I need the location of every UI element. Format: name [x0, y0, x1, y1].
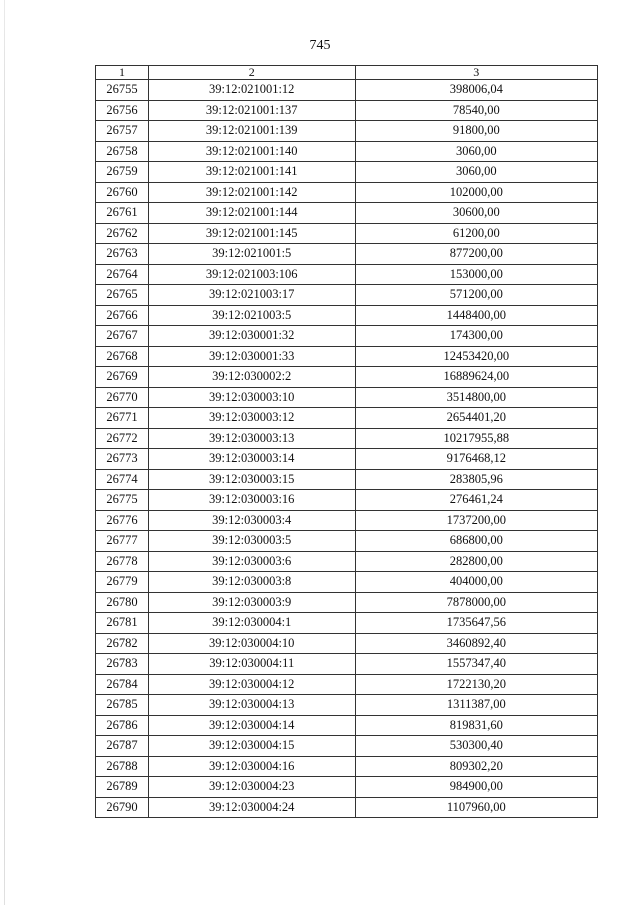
- value-cell: 877200,00: [355, 244, 597, 265]
- value-cell: 78540,00: [355, 100, 597, 121]
- cadastral-number-cell: 39:12:030004:15: [148, 736, 355, 757]
- table-row: [96, 510, 598, 531]
- cadastral-number-cell: 39:12:030004:14: [148, 715, 355, 736]
- row-number-cell: 26755: [96, 80, 149, 101]
- cadastral-number-cell: 39:12:021001:145: [148, 223, 355, 244]
- value-cell: 1735647,56: [355, 613, 597, 634]
- cadastral-number-cell: 39:12:021001:140: [148, 141, 355, 162]
- cadastral-number-cell: 39:12:030003:12: [148, 408, 355, 429]
- cadastral-number-cell: 39:12:021001:144: [148, 203, 355, 224]
- cadastral-number-cell: 39:12:021001:139: [148, 121, 355, 142]
- row-number-cell: 26790: [96, 797, 149, 818]
- value-cell: 1311387,00: [355, 695, 597, 716]
- table-row: [96, 121, 598, 142]
- row-number-cell: 26767: [96, 326, 149, 347]
- table-row: [96, 715, 598, 736]
- value-cell: 1448400,00: [355, 305, 597, 326]
- value-cell: 686800,00: [355, 531, 597, 552]
- header-col-3: 3: [355, 66, 597, 80]
- value-cell: 819831,60: [355, 715, 597, 736]
- table-row: [96, 346, 598, 367]
- value-cell: 1722130,20: [355, 674, 597, 695]
- table-row: [96, 777, 598, 798]
- value-cell: 7878000,00: [355, 592, 597, 613]
- value-cell: 283805,96: [355, 469, 597, 490]
- value-cell: 12453420,00: [355, 346, 597, 367]
- row-number-cell: 26777: [96, 531, 149, 552]
- cadastral-number-cell: 39:12:021001:137: [148, 100, 355, 121]
- row-number-cell: 26785: [96, 695, 149, 716]
- cadastral-number-cell: 39:12:030002:2: [148, 367, 355, 388]
- table-row: [96, 408, 598, 429]
- row-number-cell: 26766: [96, 305, 149, 326]
- table-row: [96, 326, 598, 347]
- data-table: [95, 65, 598, 818]
- row-number-cell: 26770: [96, 387, 149, 408]
- table-row: [96, 285, 598, 306]
- cadastral-number-cell: 39:12:030004:16: [148, 756, 355, 777]
- row-number-cell: 26774: [96, 469, 149, 490]
- value-cell: 276461,24: [355, 490, 597, 511]
- table-row: [96, 305, 598, 326]
- cadastral-number-cell: 39:12:030004:1: [148, 613, 355, 634]
- row-number-cell: 26782: [96, 633, 149, 654]
- value-cell: 102000,00: [355, 182, 597, 203]
- row-number-cell: 26781: [96, 613, 149, 634]
- cadastral-number-cell: 39:12:030003:10: [148, 387, 355, 408]
- value-cell: 530300,40: [355, 736, 597, 757]
- header-col-1: 1: [96, 66, 149, 80]
- cadastral-number-cell: 39:12:030004:11: [148, 654, 355, 675]
- value-cell: 571200,00: [355, 285, 597, 306]
- table-row: [96, 531, 598, 552]
- table-row: [96, 756, 598, 777]
- value-cell: 282800,00: [355, 551, 597, 572]
- row-number-cell: 26778: [96, 551, 149, 572]
- cadastral-number-cell: 39:12:030004:12: [148, 674, 355, 695]
- value-cell: 153000,00: [355, 264, 597, 285]
- row-number-cell: 26786: [96, 715, 149, 736]
- value-cell: 1557347,40: [355, 654, 597, 675]
- cadastral-number-cell: 39:12:030001:33: [148, 346, 355, 367]
- cadastral-number-cell: 39:12:021001:141: [148, 162, 355, 183]
- cadastral-number-cell: 39:12:030003:4: [148, 510, 355, 531]
- row-number-cell: 26761: [96, 203, 149, 224]
- cadastral-number-cell: 39:12:021003:5: [148, 305, 355, 326]
- cadastral-number-cell: 39:12:030003:15: [148, 469, 355, 490]
- table-header: [96, 66, 598, 80]
- value-cell: 91800,00: [355, 121, 597, 142]
- row-number-cell: 26775: [96, 490, 149, 511]
- table-row: [96, 449, 598, 470]
- row-number-cell: 26779: [96, 572, 149, 593]
- table-row: [96, 613, 598, 634]
- value-cell: 3060,00: [355, 162, 597, 183]
- row-number-cell: 26765: [96, 285, 149, 306]
- table-row: [96, 695, 598, 716]
- table-row: [96, 633, 598, 654]
- value-cell: 3460892,40: [355, 633, 597, 654]
- table-row: [96, 797, 598, 818]
- value-cell: 16889624,00: [355, 367, 597, 388]
- cadastral-number-cell: 39:12:030003:13: [148, 428, 355, 449]
- table-row: [96, 469, 598, 490]
- cadastral-number-cell: 39:12:030004:13: [148, 695, 355, 716]
- page-number: 745: [309, 38, 331, 53]
- row-number-cell: 26788: [96, 756, 149, 777]
- cadastral-number-cell: 39:12:030003:14: [148, 449, 355, 470]
- value-cell: 3514800,00: [355, 387, 597, 408]
- value-cell: 984900,00: [355, 777, 597, 798]
- cadastral-number-cell: 39:12:021003:17: [148, 285, 355, 306]
- row-number-cell: 26789: [96, 777, 149, 798]
- value-cell: 1737200,00: [355, 510, 597, 531]
- value-cell: 404000,00: [355, 572, 597, 593]
- row-number-cell: 26760: [96, 182, 149, 203]
- row-number-cell: 26762: [96, 223, 149, 244]
- value-cell: 9176468,12: [355, 449, 597, 470]
- row-number-cell: 26776: [96, 510, 149, 531]
- table-row: [96, 428, 598, 449]
- value-cell: 1107960,00: [355, 797, 597, 818]
- row-number-cell: 26784: [96, 674, 149, 695]
- row-number-cell: 26787: [96, 736, 149, 757]
- table-row: [96, 736, 598, 757]
- row-number-cell: 26771: [96, 408, 149, 429]
- table-row: [96, 264, 598, 285]
- table-row: [96, 572, 598, 593]
- row-number-cell: 26758: [96, 141, 149, 162]
- table-row: [96, 100, 598, 121]
- table-row: [96, 367, 598, 388]
- value-cell: 10217955,88: [355, 428, 597, 449]
- table-body: [96, 80, 598, 818]
- cadastral-number-cell: 39:12:021001:12: [148, 80, 355, 101]
- cadastral-number-cell: 39:12:021001:5: [148, 244, 355, 265]
- row-number-cell: 26769: [96, 367, 149, 388]
- cadastral-number-cell: 39:12:030001:32: [148, 326, 355, 347]
- cadastral-number-cell: 39:12:030003:16: [148, 490, 355, 511]
- value-cell: 61200,00: [355, 223, 597, 244]
- row-number-cell: 26772: [96, 428, 149, 449]
- table-row: [96, 162, 598, 183]
- cadastral-number-cell: 39:12:030003:6: [148, 551, 355, 572]
- row-number-cell: 26780: [96, 592, 149, 613]
- table-row: [96, 223, 598, 244]
- table-row: [96, 80, 598, 101]
- value-cell: 398006,04: [355, 80, 597, 101]
- table-row: [96, 592, 598, 613]
- cadastral-number-cell: 39:12:030003:5: [148, 531, 355, 552]
- table-row: [96, 387, 598, 408]
- table-row: [96, 490, 598, 511]
- table-row: [96, 182, 598, 203]
- value-cell: 2654401,20: [355, 408, 597, 429]
- table-row: [96, 674, 598, 695]
- value-cell: 30600,00: [355, 203, 597, 224]
- cadastral-number-cell: 39:12:021001:142: [148, 182, 355, 203]
- row-number-cell: 26773: [96, 449, 149, 470]
- row-number-cell: 26783: [96, 654, 149, 675]
- table-row: [96, 551, 598, 572]
- cadastral-number-cell: 39:12:030004:23: [148, 777, 355, 798]
- cadastral-number-cell: 39:12:030003:9: [148, 592, 355, 613]
- value-cell: 809302,20: [355, 756, 597, 777]
- table-row: [96, 244, 598, 265]
- header-col-2: 2: [148, 66, 355, 80]
- row-number-cell: 26768: [96, 346, 149, 367]
- row-number-cell: 26764: [96, 264, 149, 285]
- row-number-cell: 26757: [96, 121, 149, 142]
- row-number-cell: 26763: [96, 244, 149, 265]
- cadastral-number-cell: 39:12:030004:10: [148, 633, 355, 654]
- cadastral-number-cell: 39:12:030003:8: [148, 572, 355, 593]
- value-cell: 3060,00: [355, 141, 597, 162]
- row-number-cell: 26759: [96, 162, 149, 183]
- cadastral-number-cell: 39:12:021003:106: [148, 264, 355, 285]
- scan-edge-mark: [4, 0, 5, 905]
- value-cell: 174300,00: [355, 326, 597, 347]
- header-row: [96, 66, 598, 80]
- table-row: [96, 654, 598, 675]
- cadastral-number-cell: 39:12:030004:24: [148, 797, 355, 818]
- table-row: [96, 203, 598, 224]
- row-number-cell: 26756: [96, 100, 149, 121]
- table-row: [96, 141, 598, 162]
